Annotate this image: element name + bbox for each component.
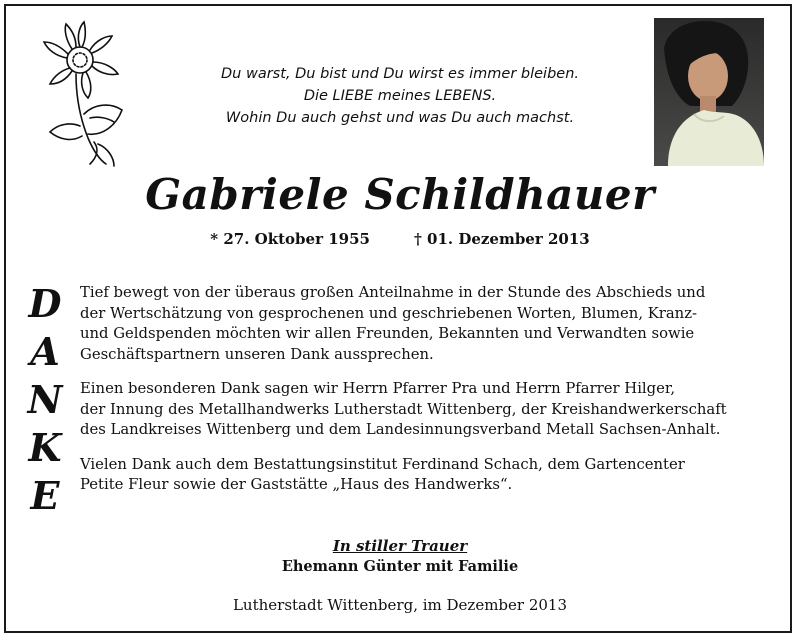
danke-letter: A (30, 329, 60, 374)
in-stiller-trauer: In stiller Trauer (332, 537, 468, 555)
family-signature: Ehemann Günter mit Familie (281, 558, 519, 575)
paragraph-anteilnahme (80, 283, 780, 365)
text-line: Geschäftspartnern unseren Dank aussprechen. (80, 345, 434, 363)
text-line: Vielen Dank auch dem Bestattungsinstitut Ferdinand Schach, dem Gartencenter (80, 455, 685, 473)
danke-letter: E (30, 473, 60, 518)
paragraph-besonderer-dank (80, 379, 780, 441)
quote-line-3: Wohin Du auch gehst und was Du auch machst. (225, 110, 575, 126)
sunflower-icon (36, 18, 132, 168)
text-line: des Landkreises Wittenberg und dem Landesinnungsverband Metall Sachsen-Anhalt. (80, 421, 721, 438)
life-dates (0, 230, 800, 248)
text-line: Petite Fleur sowie der Gaststätte „Haus des Handwerks“. (80, 476, 513, 493)
quote-line-1: Du warst, Du bist und Du wirst es immer bleiben. (221, 66, 579, 82)
text-line: der Innung des Metallhandwerks Lutherstadt Wittenberg, der Kreishandwerkerschaft (80, 400, 727, 418)
text-line: der Wertschätzung von gesprochenen und geschriebenen Worten, Blumen, Kranz- (80, 304, 698, 322)
thanks-text (80, 283, 780, 510)
birth-date: * 27. Oktober 1955 (210, 230, 370, 248)
danke-letter: N (27, 377, 63, 422)
death-date: † 01. Dezember 2013 (413, 230, 590, 248)
memorial-quote (160, 63, 640, 129)
paragraph-vielen-dank (80, 455, 780, 496)
place-date: Lutherstadt Wittenberg, im Dezember 2013 (232, 596, 568, 614)
text-line: und Geldspenden möchten wir allen Freunden, Bekannten und Verwandten sowie (80, 325, 695, 342)
danke-letter: D (28, 281, 62, 326)
deceased-name: Gabriele Schildhauer (145, 170, 655, 219)
quote-line-2: Die LIEBE meines LEBENS. (303, 88, 497, 104)
danke-vertical (20, 280, 70, 520)
text-line: Einen besonderen Dank sagen wir Herrn Pfarrer Pra und Herrn Pfarrer Hilger, (80, 380, 676, 397)
danke-letter: K (28, 425, 62, 470)
portrait-photo (654, 18, 764, 166)
text-line: Tief bewegt von der überaus großen Anteilnahme in der Stunde des Abschieds und (80, 284, 706, 301)
